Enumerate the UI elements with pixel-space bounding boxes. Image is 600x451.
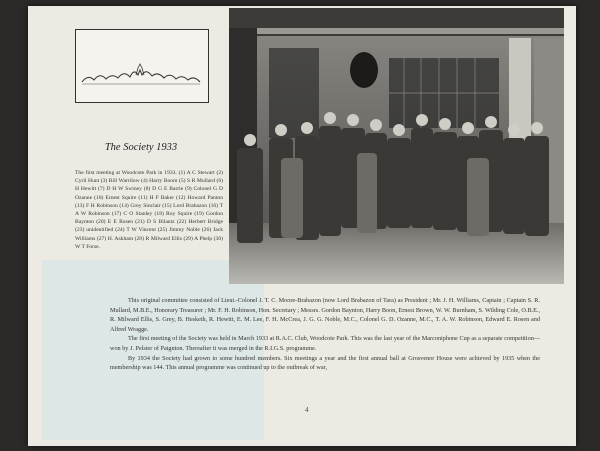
group-photo [229, 8, 564, 284]
club-logo [75, 29, 209, 103]
paragraph: This original committee consisted of Lieut.-Colonel J. T. C. Moore-Brabazon (now Lord Brabazon of Tara) as President ; Mr. J. H. Williams, Captain ; Captain S. R. Mullard, M.B.E., Honorary Treasurer ; Mr. F. H. Robinson, Hon. Secretary ; Messrs. Gordon Baynton, Harry Boon, Ernest Brown, W. W. Burnham, S. Wilding Cole, O.B.E., R. Milward Ellis, S. Grey, B. Hesketh, R. Hewitt, E. M. Lee, F. H. McCrea, J. G. G. Noble, M.C., Colonel G. D. Ozanne, M.C., T. A. W. Robinson, Edward E. Rosen and Alfred Wragge. [110, 297, 540, 333]
paragraph: By 1934 the Society had grown to some hundred members. Six meetings a year and the first annual ball at Grosvenor House were achieved by 1935 when the membership was 144. This annual programme was continued up to the outbreak of war, [110, 354, 540, 372]
page-number: 4 [305, 406, 309, 414]
paragraph: The first meeting of the Society was held in March 1933 at R.A.C. Club, Woodcote Park. This was the last year of the Marconiphone Cup as a separate competition—won by J. Pelster of Paignton. Thereafter it was merged in the R.I.G.S. programme. [110, 335, 540, 352]
caption-title: The Society 1933 [104, 142, 178, 153]
body-text [110, 296, 540, 373]
caption-body: The first meeting at Woodcote Park in 1933. (1) A C Stewart (2) Cyril Hunt (3) Bill Warrilow (4) Harry Boom (5) S R Mullard (6) H Hewitt (7) D H W Swiney (8) D G E Barrie (9) Colonel G D Ozanne (10) Ernest Squire (11) H F Baker (12) Howard Panton (13) F H Robinson (14) Grey Sinclair (15) Lord Brabazon (16) T A W Robinson (17) C O Stanley (18) Roy Squire (19) Gordon Baynton (20) E E Rosen (21) D S Bilantz (22) Herbert Bridge (23) unidentified (24) T W Vincent (25) Jimmy Noble (26) Jack Williams (27) H. Askham (28) R Milward Ellis (29) A Phelp (30) W T Forse. [75, 170, 223, 250]
